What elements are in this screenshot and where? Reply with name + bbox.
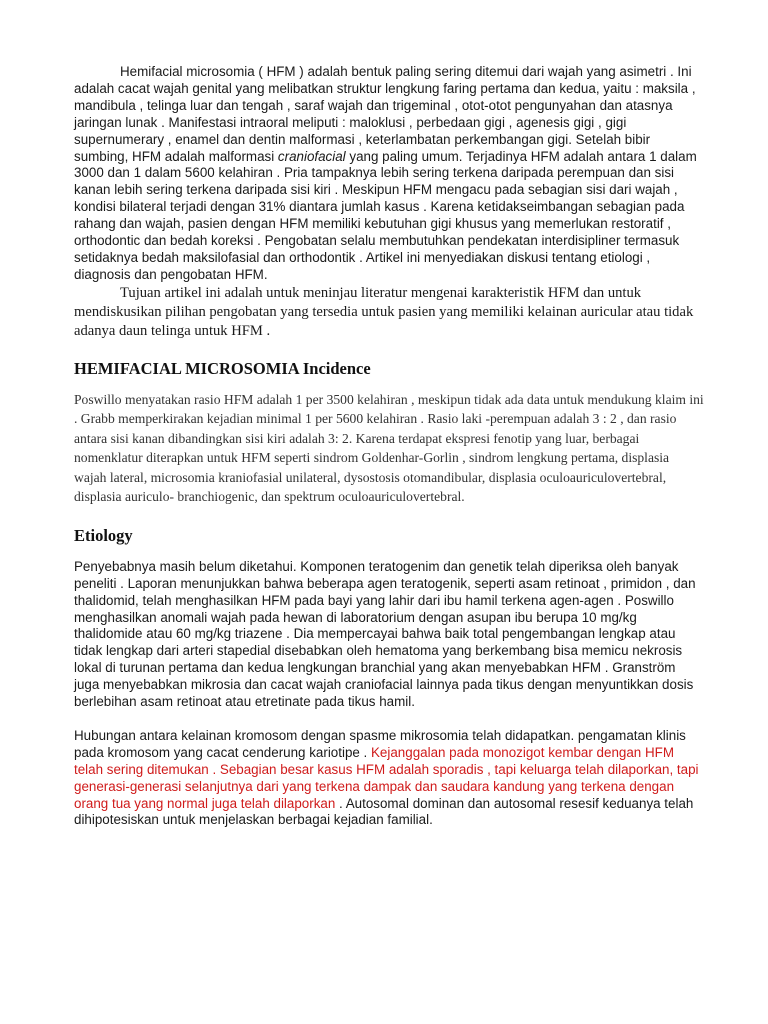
document-page <box>74 64 704 829</box>
intro-paragraph-1 <box>74 64 704 284</box>
etiology-heading: Etiology <box>74 525 133 545</box>
intro-paragraph-2: Tujuan artikel ini adalah untuk meninjau literatur mengenai karakteristik HFM dan untuk mendiskusikan pilihan pengobatan yang tersedia untuk pasien yang memiliki kelainan auricular atau tidak adanya daun telinga untuk HFM . <box>74 284 694 339</box>
etiology-p2-text-b: . Autosomal dominan dan autosomal resesif keduanya telah dihipotesiskan untuk menjelaskan berbagai kejadian familial. <box>74 795 694 828</box>
etiology-p2-text-a: Hubungan antara kelainan kromosom dengan spasme mikrosomia telah didapatkan. pengamatan klinis pada kromosom yang cacat cenderung kariotipe . <box>74 727 686 760</box>
incidence-heading: HEMIFACIAL MICROSOMIA Incidence <box>74 358 371 378</box>
etiology-paragraph-2 <box>74 728 704 829</box>
incidence-paragraph: Poswillo menyatakan rasio HFM adalah 1 per 3500 kelahiran , meskipun tidak ada data untuk mendukung klaim ini . Grabb memperkirakan kejadian minimal 1 per 5600 kelahiran . Rasio laki -perempuan adalah 3 : 2 , dan rasio antara sisi kanan dibandingkan sisi kiri adalah 3: 2. Karena terdapat ekspresi fenotip yang luar, berbagai nomenklatur diterapkan untuk HFM seperti sindrom Goldenhar-Gorlin , sindrom lengkung pertama, displasia wajah lateral, microsomia kraniofasial unilateral, dysostosis otomandibular, displasia oculoauriculovertebral, displasia auriculo- branchiogenic, dan spektrum oculoauriculovertebral. <box>74 391 704 505</box>
etiology-paragraph-1: Penyebabnya masih belum diketahui. Komponen teratogenim dan genetik telah diperiksa oleh banyak peneliti . Laporan menunjukkan bahwa beberapa agen teratogenik, seperti asam retinoat , primidon , dan thalidomid, telah menghasilkan HFM pada bayi yang lahir dari ibu hamil terkena agen-agen . Poswillo menghasilkan anomali wajah pada hewan di laboratorium dengan asupan ibu berupa 10 mg/kg thalidomide atau 60 mg/kg triazene . Dia mempercayai bahwa baik total pengembangan lengkap atau tidak lengkap dari arteri stapedial disebabkan oleh hematoma yang berkembang bisa memicu nekrosis lokal di turunan pertama dan kedua lengkungan branchial yang akan menyebabkan HFM . Granström juga menyebabkan mikrosia dan cacat wajah craniofacial lainnya pada tikus dengan menyuntikkan dosis berlebihan asam retinoat atau etretinate pada tikus hamil. <box>74 558 696 710</box>
intro-italic-term: craniofacial <box>277 148 346 164</box>
intro-text-b: yang paling umum. Terjadinya HFM adalah antara 1 dalam 3000 dan 1 dalam 5600 kelahiran . Pria tampaknya lebih sering terkena daripada perempuan dan sisi kanan lebih sering terkena daripada sisi kiri . Meskipun HFM mengacu pada sebagian sisi dari wajah , kondisi bilateral terjadi dengan 31% diantara jumlah kasus . Karena ketidakseimbangan sebagian pada rahang dan wajah, pasien dengan HFM memiliki kebutuhan gigi khusus yang memerlukan restoratif , orthodontic dan bedah koreksi . Pengobatan selalu membutuhkan pendekatan interdisipliner termasuk setidaknya bedah maksilofasial dan orthodontik . Artikel ini menyediakan diskusi tentang etiologi , diagnosis dan pengobatan HFM. <box>74 148 697 282</box>
paragraph-gap <box>74 711 704 728</box>
intro-text-a: Hemifacial microsomia ( HFM ) adalah bentuk paling sering ditemui dari wajah yang asimetri . Ini adalah cacat wajah genital yang melibatkan struktur lengkung faring pertama dan kedua, yaitu : maksila , mandibula , telinga luar dan tengah , saraf wajah dan trigeminal , otot-otot pengunyahan dan atasnya jaringan lunak . Manifestasi intraoral meliputi : maloklusi , perbedaan gigi , agenesis gigi , gigi supernumerary , enamel dan dentin malformasi , keterlambatan perkembangan gigi. Setelah bibir sumbing, HFM adalah malformasi <box>74 64 696 164</box>
etiology-p2-highlight: Kejanggalan pada monozigot kembar dengan HFM telah sering ditemukan . Sebagian besar kasus HFM adalah sporadis , tapi keluarga telah dilaporkan, tapi generasi-generasi selanjutnya dari yang terkena dampak dan saudara kandung yang terkena dengan orang tua yang normal juga telah dilaporkan <box>74 744 699 811</box>
